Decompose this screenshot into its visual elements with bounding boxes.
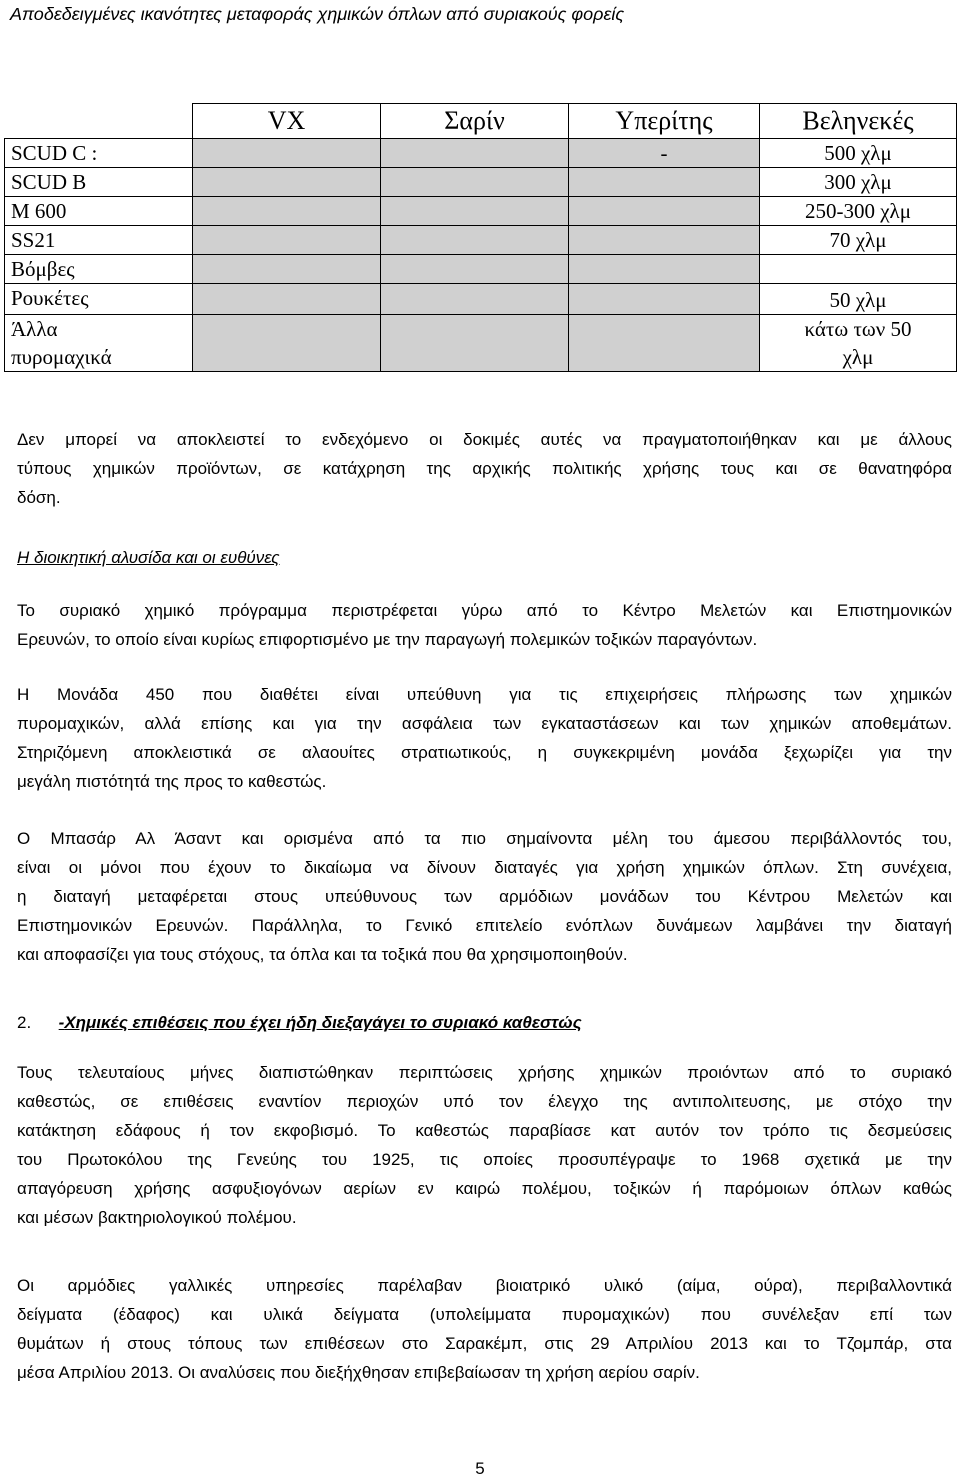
row-name: [5, 315, 193, 372]
section-title: Χημικές επιθέσεις που έχει ήδη διεξαγάγει το συριακό καθεστώς: [64, 1013, 582, 1032]
text-line: Επιστημονικών Ερευνών. Παράλληλα, το Γενικό επιτελείο ενόπλων δυνάμεων λαμβάνει την διαταγή: [17, 916, 952, 935]
cell-mustard: -: [569, 139, 760, 168]
row-name: SCUD B: [5, 168, 193, 197]
table-row: [5, 168, 957, 197]
column-header-range: Βεληνεκές: [760, 104, 957, 139]
text-line: Στηριζόμενη αποκλειστικά σε αλαουίτες στρατιωτικούς, η συγκεκριμένη μονάδα ξεχωρίζει για την: [17, 743, 952, 762]
text-line: η διαταγή μεταφέρεται στους υπεύθυνους των αρμόδιων μονάδων του Κέντρου Μελετών και: [17, 887, 952, 906]
paragraph-5: [17, 1058, 952, 1232]
cell-vx: [193, 284, 381, 315]
cell-vx: [193, 197, 381, 226]
section-dash: -: [58, 1013, 65, 1032]
weapons-table: [4, 103, 957, 372]
text-line: Δεν μπορεί να αποκλειστεί το ενδεχόμενο οι δοκιμές αυτές να πραγματοποιήθηκαν και με άλλους: [17, 430, 952, 449]
cell-range: [760, 255, 957, 284]
row-name-line: Άλλα: [11, 317, 58, 341]
cell-sarin: [381, 315, 569, 372]
subheading-text: Η διοικητική αλυσίδα και οι ευθύνες: [17, 548, 280, 567]
text-line: δόση.: [17, 488, 61, 507]
page-header-title: Αποδεδειγμένες ικανότητες μεταφοράς χημικών όπλων από συριακούς φορείς: [10, 4, 625, 24]
row-name: Βόμβες: [5, 255, 193, 284]
cell-vx: [193, 226, 381, 255]
paragraph-1: [17, 425, 952, 512]
cell-sarin: [381, 197, 569, 226]
cell-mustard: [569, 168, 760, 197]
cell-sarin: [381, 284, 569, 315]
cell-vx: [193, 255, 381, 284]
table-header-row: [5, 104, 957, 139]
cell-vx: [193, 315, 381, 372]
text-line: απαγόρευση χρήσης ασφυξιογόνων αερίων εν καιρώ πολέμου, τοξικών ή παρόμοιων όπλων καθώς: [17, 1179, 952, 1198]
table-row: [5, 284, 957, 315]
subheading: [17, 543, 952, 572]
cell-range: [760, 315, 957, 372]
table-row: [5, 197, 957, 226]
column-header-empty: [5, 104, 193, 139]
section-heading: [17, 1008, 582, 1037]
text-line: του Πρωτοκόλου της Γενεύης του 1925, τις οποίες προσυπέγραψε το 1968 σχετικά με την: [17, 1150, 952, 1169]
cell-range: 250-300 χλμ: [760, 197, 957, 226]
cell-mustard: [569, 284, 760, 315]
paragraph-6: [17, 1271, 952, 1387]
table-row: [5, 139, 957, 168]
page-number: 5: [475, 1459, 485, 1478]
text-line: Τους τελευταίους μήνες διαπιστώθηκαν περιπτώσεις χρήσης χημικών προιόντων από το συριακό: [17, 1063, 952, 1082]
cell-sarin: [381, 226, 569, 255]
table-row: [5, 315, 957, 372]
cell-mustard: [569, 315, 760, 372]
text-line: και αποφασίζει για τους στόχους, τα όπλα και τα τοξικά που θα χρησιμοποιηθούν.: [17, 945, 628, 964]
row-name: SS21: [5, 226, 193, 255]
text-line: και μέσων βακτηριολογικού πολέμου.: [17, 1208, 297, 1227]
text-line: Οι αρμόδιες γαλλικές υπηρεσίες παρέλαβαν βιοιατρικό υλικό (αίμα, ούρα), περιβαλλοντικά: [17, 1276, 952, 1295]
text-line: Ο Μπασάρ Αλ Άσαντ και ορισμένα από τα πιο σημαίνοντα μέλη του άμεσου περιβάλλοντός του,: [17, 829, 952, 848]
column-header-vx: VX: [193, 104, 381, 139]
row-name-line: πυρομαχικά: [11, 345, 112, 369]
cell-sarin: [381, 255, 569, 284]
text-line: πυρομαχικών, αλλά επίσης και για την ασφάλεια των εγκαταστάσεων και των χημικών αποθεμάτων.: [17, 714, 952, 733]
cell-mustard: [569, 197, 760, 226]
range-line: κάτω των 50: [804, 317, 912, 341]
text-line: μεγάλη πιστότητά της προς το καθεστώς.: [17, 772, 327, 791]
cell-vx: [193, 168, 381, 197]
row-name: Ρουκέτες: [5, 284, 193, 315]
row-name: SCUD C :: [5, 139, 193, 168]
text-line: Ερευνών, το οποίο είναι κυρίως επιφορτισμένο με την παραγωγή πολεμικών τοξικών παραγόντων.: [17, 630, 758, 649]
text-line: μέσα Απριλίου 2013. Οι αναλύσεις που διεξήχθησαν επιβεβαίωσαν τη χρήση αερίου σαρίν.: [17, 1363, 700, 1382]
paragraph-3: [17, 680, 952, 796]
table-row: [5, 255, 957, 284]
text-line: είναι οι μόνοι που έχουν το δικαίωμα να δίνουν διαταγές για χρήση χημικών όπλων. Στη συνέχεια,: [17, 858, 952, 877]
column-header-mustard: Υπερίτης: [569, 104, 760, 139]
column-header-sarin: Σαρίν: [381, 104, 569, 139]
cell-range: 300 χλμ: [760, 168, 957, 197]
cell-mustard: [569, 255, 760, 284]
table-row: [5, 226, 957, 255]
text-line: Το συριακό χημικό πρόγραμμα περιστρέφεται γύρω από το Κέντρο Μελετών και Επιστημονικών: [17, 601, 952, 620]
section-number: 2.: [17, 1013, 32, 1032]
cell-range: 50 χλμ: [760, 284, 957, 315]
cell-range: 500 χλμ: [760, 139, 957, 168]
paragraph-4: [17, 824, 952, 969]
text-line: καθεστώς, σε επιθέσεις εναντίον περιοχών υπό τον έλεγχο της αντιπολιτευσης, με στόχο την: [17, 1092, 952, 1111]
cell-vx: [193, 139, 381, 168]
cell-sarin: [381, 168, 569, 197]
text-line: θυμάτων ή στους τόπους των επιθέσεων στο Σαρακέμπ, στις 29 Απριλίου 2013 και το Τζομπάρ, στα: [17, 1334, 952, 1353]
text-line: δείγματα (έδαφος) και υλικά δείγματα (υπολείμματα πυρομαχικών) που συνέλεξαν επί των: [17, 1305, 952, 1324]
cell-mustard: [569, 226, 760, 255]
text-line: κατάκτηση εδάφους ή τον εκφοβισμό. Το καθεστώς παραβίασε κατ αυτόν τον τρόπο τις δεσμεύσεις: [17, 1121, 952, 1140]
cell-sarin: [381, 139, 569, 168]
cell-range: 70 χλμ: [760, 226, 957, 255]
text-line: Η Μονάδα 450 που διαθέτει είναι υπεύθυνη για τις επιχειρήσεις πλήρωσης των χημικών: [17, 685, 952, 704]
row-name: M 600: [5, 197, 193, 226]
range-line: χλμ: [842, 345, 874, 369]
text-line: τύπους χημικών προϊόντων, σε κατάχρηση της αρχικής πολιτικής χρήσης τους και σε θανατηφόρα: [17, 459, 952, 478]
paragraph-2: [17, 596, 952, 654]
